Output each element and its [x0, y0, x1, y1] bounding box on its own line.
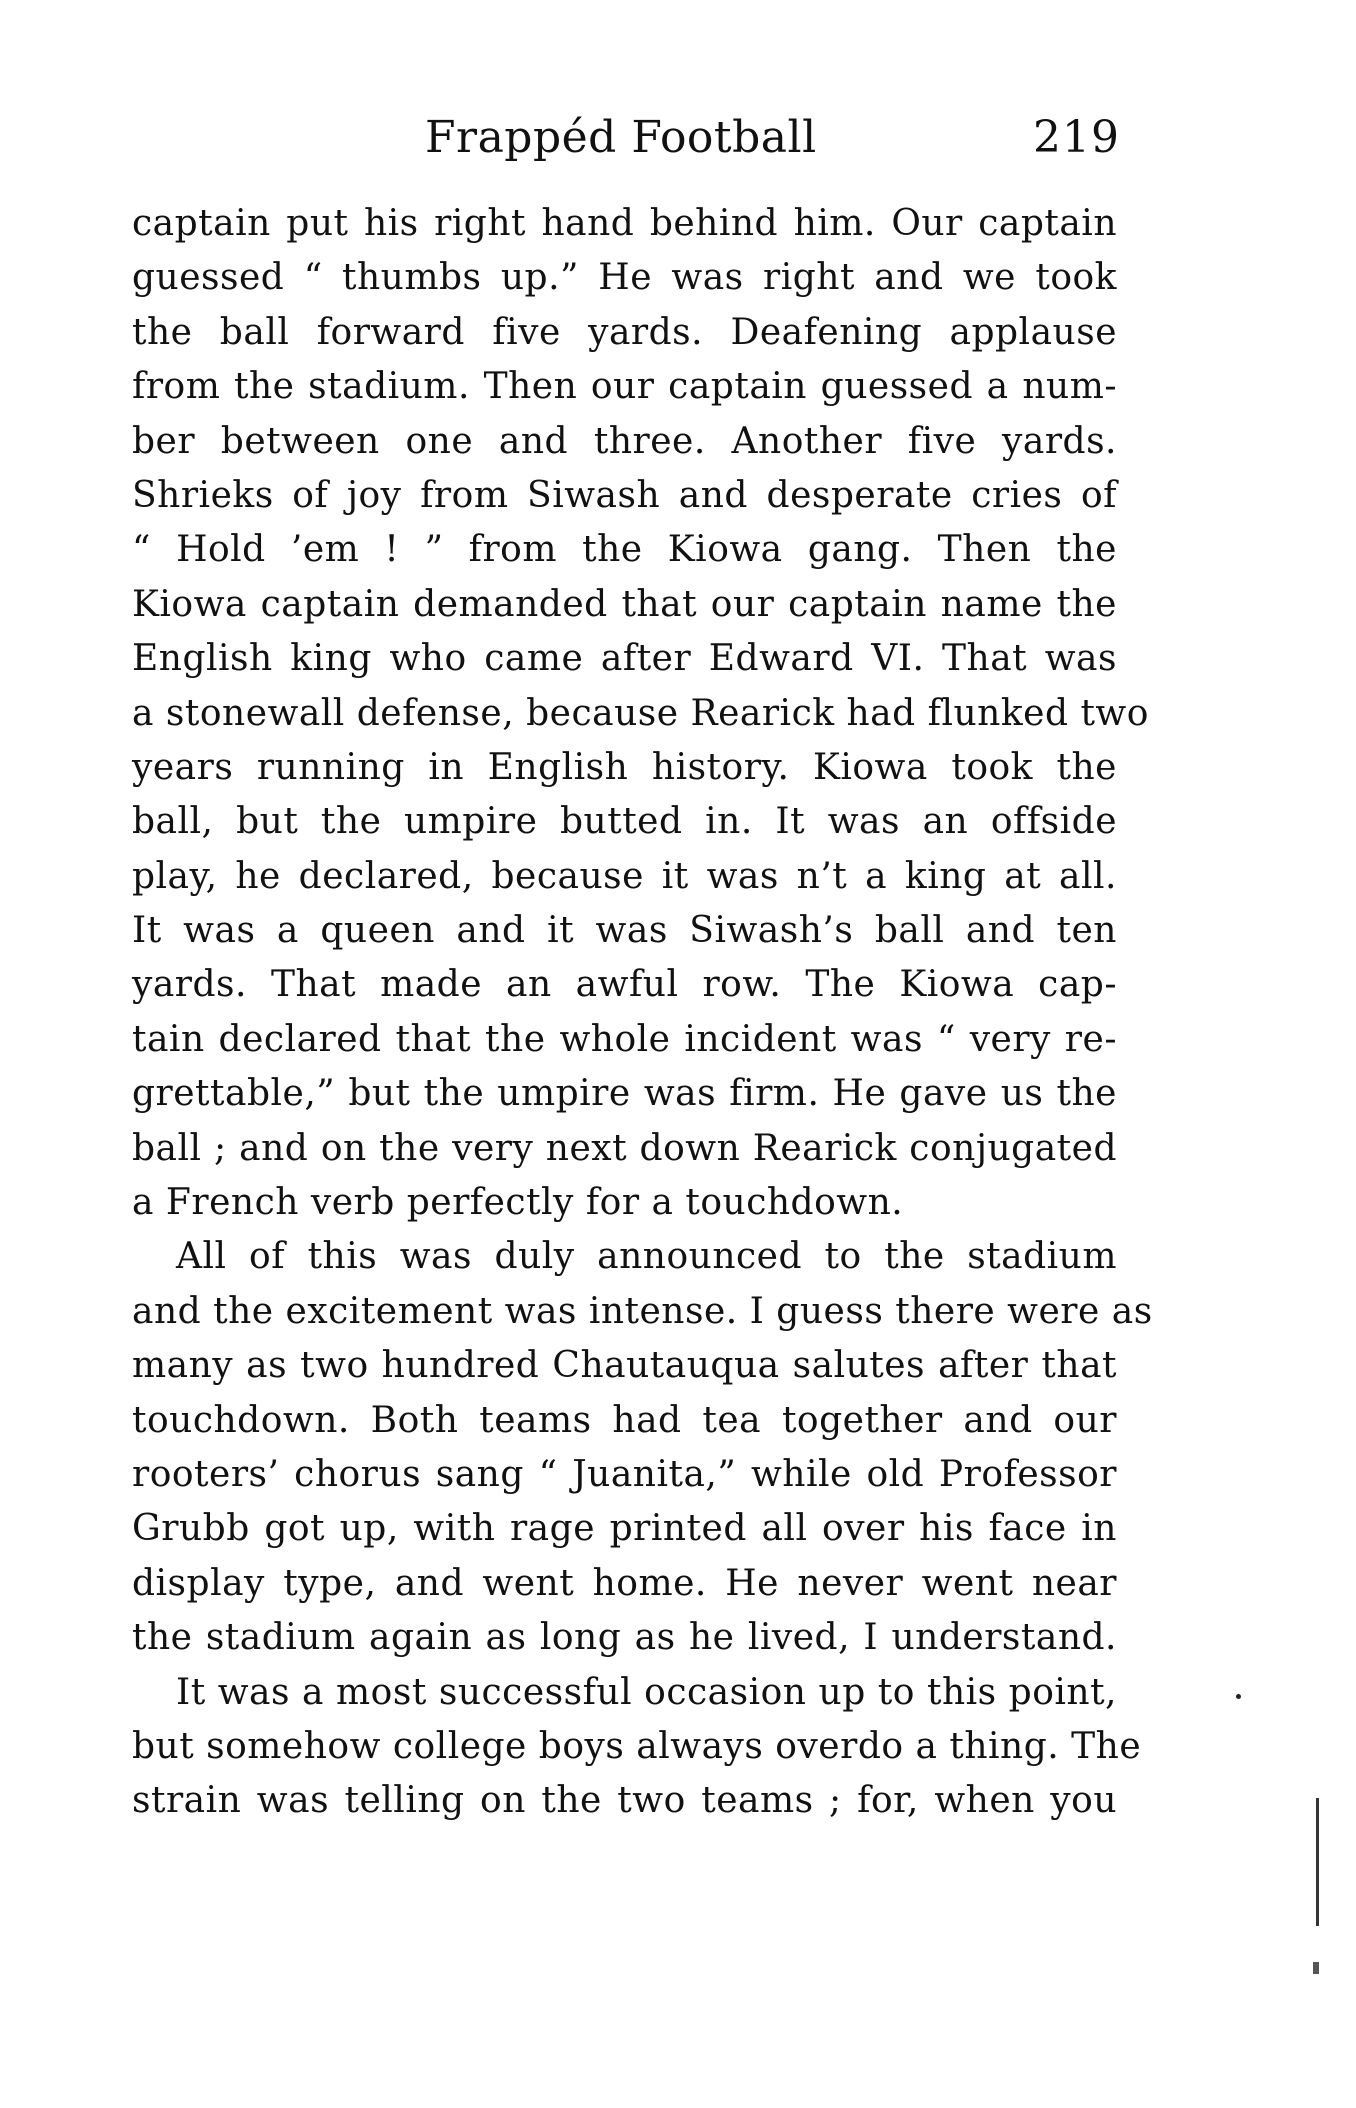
scan-edge-speck	[1313, 1962, 1319, 1974]
text-line: the stadium again as long as he lived, I understand.	[132, 1617, 1117, 1659]
text-line: Shrieks of joy from Siwash and desperate cries of	[132, 474, 1117, 516]
text-line: touchdown. Both teams had tea together and our	[132, 1399, 1117, 1441]
text-line: but somehow college boys always overdo a thing. The	[132, 1725, 1142, 1767]
text-line: from the stadium. Then our captain guessed a num-	[132, 366, 1117, 408]
text-line: Kiowa captain demanded that our captain name the	[132, 583, 1117, 625]
text-line: guessed “ thumbs up.” He was right and we took	[132, 257, 1117, 299]
text-line: many as two hundred Chautauqua salutes after that	[132, 1345, 1117, 1387]
text-line: play, he declared, because it was n’t a king at all.	[132, 855, 1117, 897]
text-line: “ Hold ’em ! ” from the Kiowa gang. Then the	[132, 529, 1117, 571]
text-line: display type, and went home. He never went near	[132, 1562, 1117, 1604]
text-line: ball ; and on the very next down Rearick conjugated	[132, 1127, 1117, 1169]
paragraph-3	[132, 1666, 1142, 1829]
text-line: It was a most successful occasion up to this point,	[176, 1671, 1117, 1713]
paragraph-1	[132, 197, 1149, 1230]
text-line: It was a queen and it was Siwash’s ball and ten	[132, 910, 1117, 952]
scan-edge-mark	[1316, 1798, 1319, 1926]
text-line: strain was telling on the two teams ; for, when you	[132, 1780, 1117, 1822]
body-text	[132, 197, 1153, 1829]
scan-dot	[1236, 1694, 1241, 1699]
text-line: All of this was duly announced to the stadium	[176, 1236, 1117, 1278]
text-line: years running in English history. Kiowa took the	[132, 746, 1117, 788]
text-line: English king who came after Edward VI. That was	[132, 638, 1117, 680]
paragraph-2	[132, 1230, 1153, 1665]
text-line: rooters’ chorus sang “ Juanita,” while old Professor	[132, 1453, 1117, 1495]
running-title: Frappéd Football	[425, 112, 817, 163]
text-line: a stonewall defense, because Rearick had flunked two	[132, 692, 1149, 734]
text-line: tain declared that the whole incident was “ very re-	[132, 1018, 1117, 1060]
page-header	[130, 112, 1120, 172]
text-line: ber between one and three. Another five yards.	[132, 420, 1117, 462]
text-line: ball, but the umpire butted in. It was an offside	[132, 801, 1117, 843]
text-line: and the excitement was intense. I guess there were as	[132, 1290, 1153, 1332]
text-line: a French verb perfectly for a touchdown.	[132, 1182, 904, 1224]
text-line: grettable,” but the umpire was firm. He gave us the	[132, 1073, 1117, 1115]
text-line: Grubb got up, with rage printed all over his face in	[132, 1508, 1117, 1550]
text-line: captain put his right hand behind him. Our captain	[132, 203, 1117, 244]
text-line: yards. That made an awful row. The Kiowa cap-	[132, 964, 1117, 1006]
text-line: the ball forward five yards. Deafening applause	[132, 311, 1117, 353]
page-number: 219	[1033, 112, 1120, 163]
